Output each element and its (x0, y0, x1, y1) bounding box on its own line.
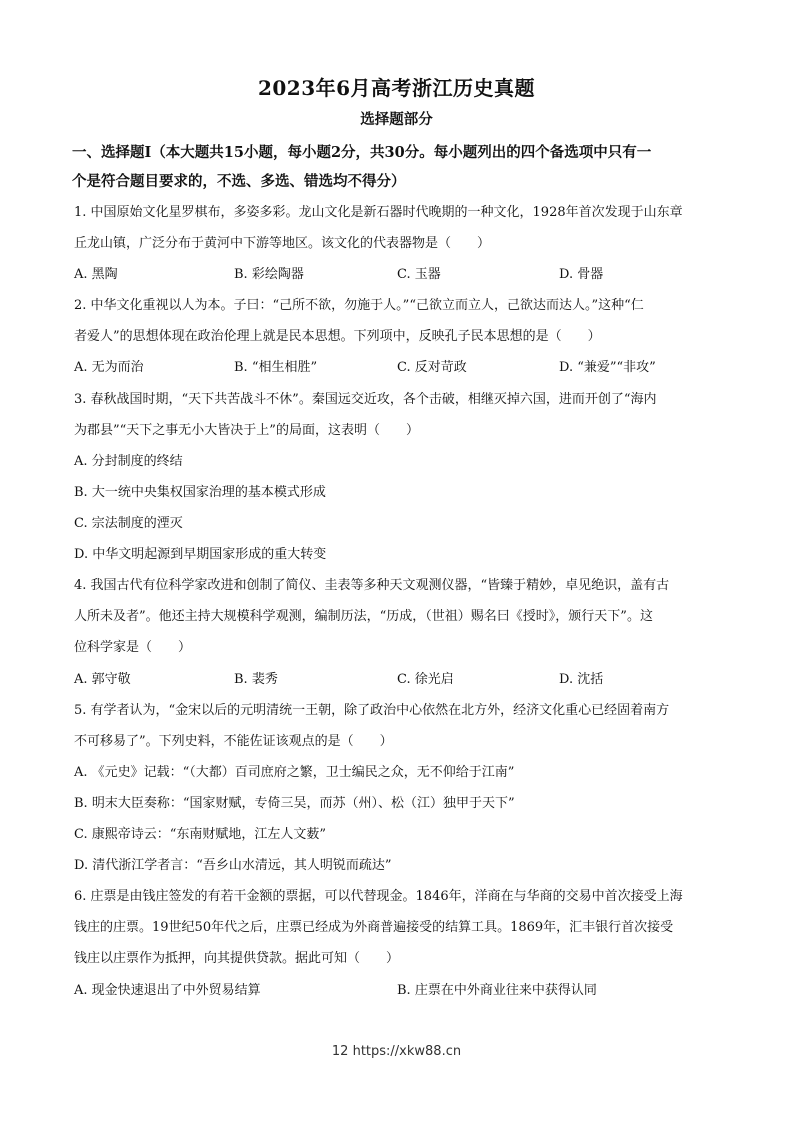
q5-option-b: B. 明末大臣奏称：“国家财赋，专倚三吴，而苏（州）、松（江）独甲于天下” (74, 796, 515, 811)
q6-option-b: B. 庄票在中外商业往来中获得认同 (397, 983, 597, 998)
q6-option-a: A. 现金快速退出了中外贸易结算 (74, 983, 261, 998)
question-3-text: 3. 春秋战国时期，“天下共苦战斗不休”。秦国远交近攻，各个击破，相继灭掉六国，进而开创了“海内 (74, 392, 657, 407)
question-5-text: 5. 有学者认为，“金宋以后的元明清统一王朝，除了政治中心依然在北方外，经济文化重心已经固着南方 (74, 703, 670, 718)
q4-option-d: D. 沈括 (559, 672, 604, 687)
section-instructions (72, 138, 727, 196)
q4-option-a: A. 郭守敬 (74, 672, 131, 687)
q3-option-c: C. 宗法制度的湮灭 (74, 516, 183, 531)
q3-option-b: B. 大一统中央集权国家治理的基本模式形成 (74, 485, 326, 500)
q3-option-d: D. 中华文明起源到早期国家形成的重大转变 (74, 547, 327, 562)
q4-option-b: B. 裴秀 (234, 672, 278, 687)
q1-option-c: C. 玉器 (397, 267, 441, 282)
q2-option-d: D. “兼爱”“非攻” (559, 360, 656, 375)
instruction-line: 个是符合题目要求的，不选、多选、错选均不得分） (72, 173, 406, 190)
question-4-text: 4. 我国古代有位科学家改进和创制了简仪、圭表等多种天文观测仪器，“皆臻于精妙，卓见绝识，盖有古 (74, 578, 670, 593)
q2-option-a: A. 无为而治 (74, 360, 144, 375)
question-6-text: 6. 庄票是由钱庄签发的有若干金额的票据，可以代替现金。1846年，洋商在与华商的交易中首次接受上海 (74, 889, 683, 904)
question-2-text: 者爱人”的思想体现在政治伦理上就是民本思想。下列项中，反映孔子民本思想的是（ ） (74, 329, 601, 344)
question-2-text: 2. 中华文化重视以人为本。子曰：“己所不欲，勿施于人。”“己欲立而立人，己欲达而达人。”这种“仁 (74, 298, 644, 313)
q2-option-c: C. 反对苛政 (397, 360, 467, 375)
q5-option-a: A. 《元史》记载：“（大都）百司庶府之繁，卫士编民之众，无不仰给于江南” (74, 765, 515, 780)
question-4-text: 人所未及者”。他还主持大规模科学观测，编制历法，“历成，（世祖）赐名曰《授时》，颁行天下”。这 (74, 609, 653, 624)
q1-option-d: D. 骨器 (559, 267, 604, 282)
q5-option-d: D. 清代浙江学者言：“吾乡山水清远，其人明锐而疏达” (74, 858, 392, 873)
question-6-text: 钱庄的庄票。19世纪50年代之后，庄票已经成为外商普遍接受的结算工具。1869年，汇丰银行首次接受 (74, 920, 674, 935)
instruction-line: 一、选择题Ⅰ（本大题共15小题，每小题2分，共30分。每小题列出的四个备选项中只有一 (72, 144, 652, 161)
section-subtitle: 选择题部分 (360, 111, 433, 128)
q1-option-a: A. 黑陶 (74, 267, 118, 282)
question-1-text: 1. 中国原始文化星罗棋布，多姿多彩。龙山文化是新石器时代晚期的一种文化，1928年首次发现于山东章 (74, 205, 683, 220)
q2-option-b: B. “相生相胜” (234, 360, 318, 375)
question-4-text: 位科学家是（ ） (74, 640, 192, 655)
question-3-text: 为郡县”“天下之事无小大皆决于上”的局面，这表明（ ） (74, 423, 419, 438)
page-footer: 12 https://xkw88.cn (331, 1044, 462, 1059)
q4-option-c: C. 徐光启 (397, 672, 454, 687)
q3-option-a: A. 分封制度的终结 (74, 454, 183, 469)
q5-option-c: C. 康熙帝诗云：“东南财赋地，江左人文薮” (74, 827, 327, 842)
question-1-text: 丘龙山镇，广泛分布于黄河中下游等地区。该文化的代表器物是（ ） (74, 236, 491, 251)
q1-option-b: B. 彩绘陶器 (234, 267, 304, 282)
question-5-text: 不可移易了”。下列史料，不能佐证该观点的是（ ） (74, 734, 393, 749)
question-6-text: 钱庄以庄票作为抵押，向其提供贷款。据此可知（ ） (74, 951, 400, 966)
page-title: 2023年6月高考浙江历史真题 (257, 76, 536, 100)
